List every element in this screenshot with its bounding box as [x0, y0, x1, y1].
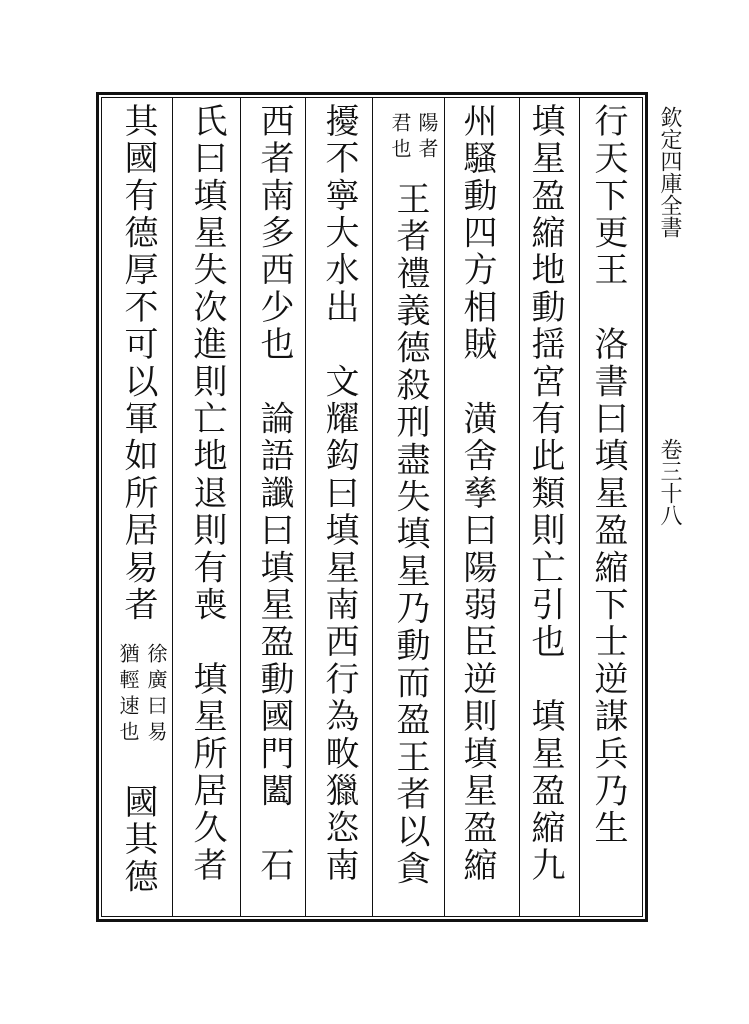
text-column-3: 州騷動四方相賊 潢舍孳曰陽弱臣逆則填星盈縮: [457, 103, 497, 885]
column-rule: [372, 97, 373, 917]
text-column-2: 填星盈縮地動揺宮有此類則亡引也 填星盈縮九: [525, 103, 565, 885]
annotation-note: 君也: [388, 112, 412, 164]
text-column-7: 氏曰填星失次進則亡地退則有喪 填星所居久者: [187, 103, 227, 885]
annotation-note: 猶輕速也: [116, 643, 140, 747]
column-rule: [519, 97, 520, 917]
text-column-1: 行天下更王 洛書曰填星盈縮下士逆謀兵乃生: [588, 103, 628, 847]
text-column-8: 其國有德厚不可以軍如所居易者: [118, 103, 158, 624]
column-rule: [172, 97, 173, 917]
text-column-8-end: 國其德: [118, 784, 158, 896]
column-rule: [240, 97, 241, 917]
column-rule: [579, 97, 580, 917]
text-column-4: 王者禮義德殺刑盡失填星乃動而盈王者以貪: [390, 181, 430, 888]
text-column-6: 西者南多西少也 論語讖曰填星盈動國門闔 石: [254, 103, 294, 885]
annotation-note: 陽者: [415, 112, 439, 164]
annotation-note: 徐廣曰易: [144, 643, 168, 747]
page-margin: [648, 92, 749, 922]
column-rule: [444, 97, 445, 917]
text-column-5: 擾不寧大水出 文耀鈎曰填星南西行為畋獵恣南: [319, 103, 359, 885]
volume-label: 卷三十八: [657, 438, 682, 526]
book-title: 欽定四庫全書: [657, 106, 682, 238]
column-rule: [305, 97, 306, 917]
